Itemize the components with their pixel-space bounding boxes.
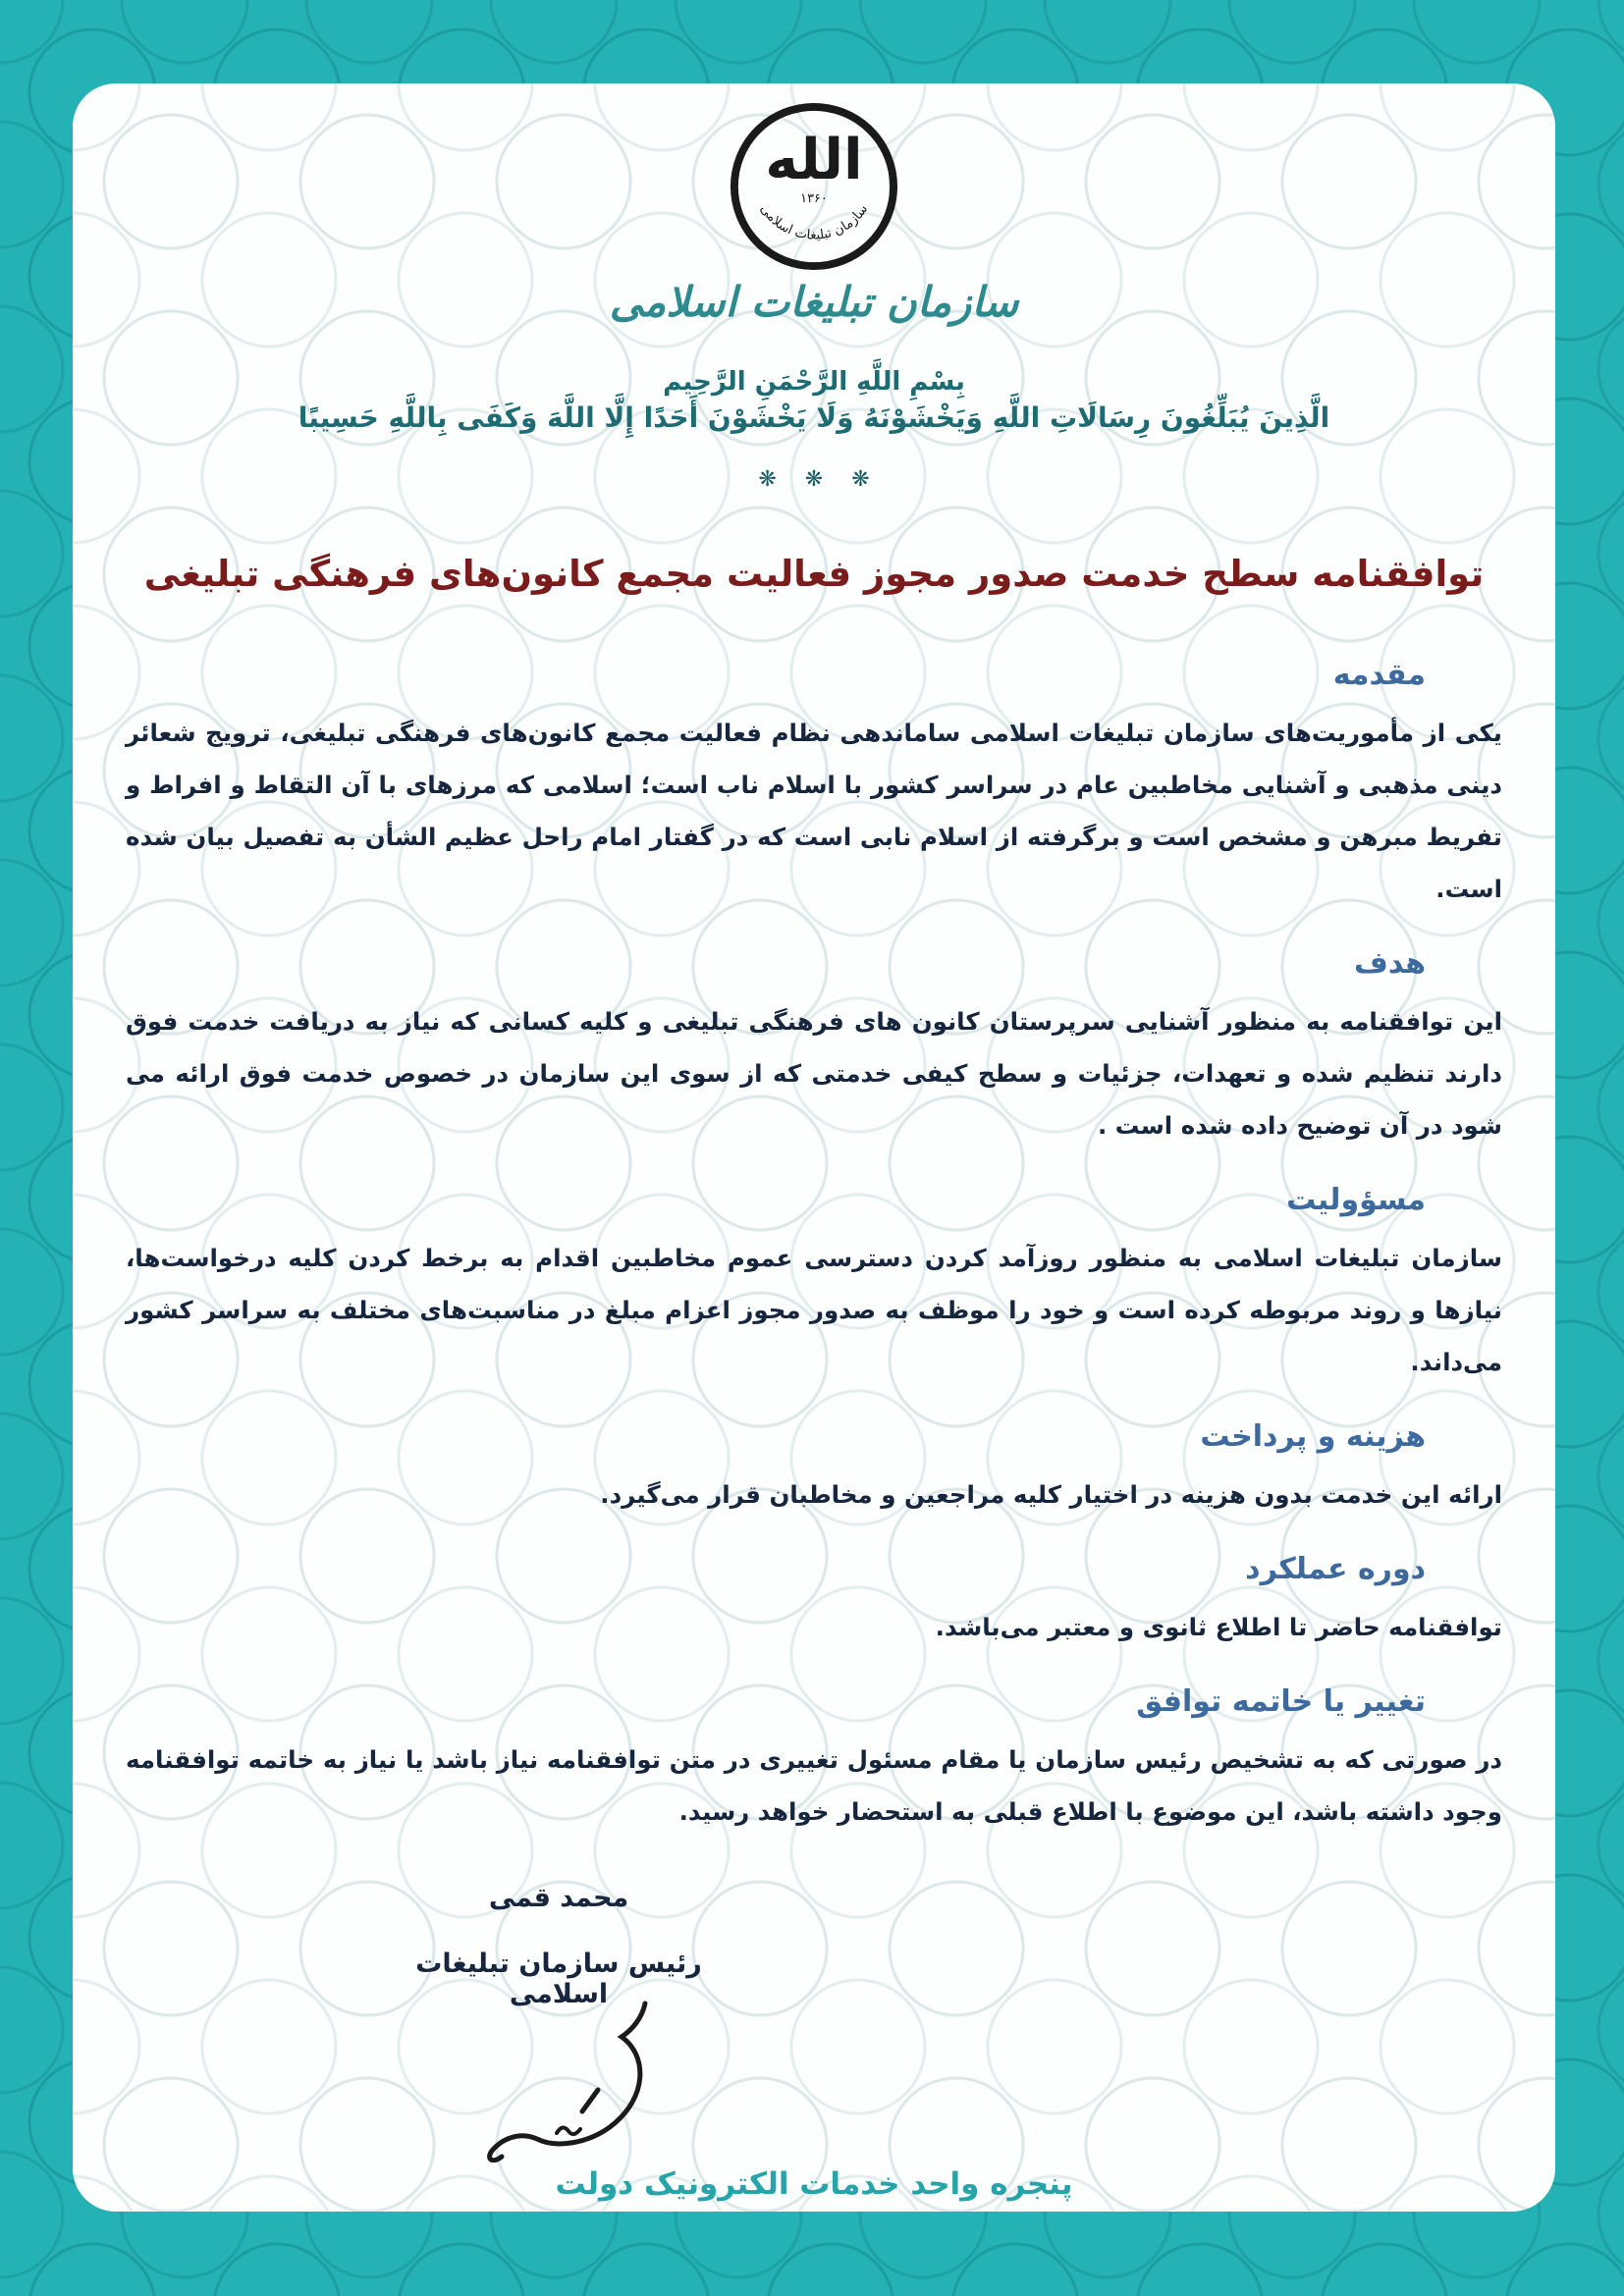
section-cost-payment xyxy=(126,1417,1502,1521)
emblem-year: ۱۳۶۰ xyxy=(800,190,828,206)
section-heading: تغییر یا خاتمه توافق xyxy=(1136,1684,1426,1719)
section-heading: هزینه و پرداخت xyxy=(1200,1419,1426,1454)
section-heading: دوره عملکرد xyxy=(1245,1552,1426,1586)
bismillah-text: بِسْمِ اللَّهِ الرَّحْمَنِ الرَّحِيم xyxy=(663,367,965,397)
document-title: توافقنامه سطح خدمت صدور مجوز فعالیت مجمع کانون‌های فرهنگی تبلیغی xyxy=(143,553,1485,595)
section-body: در صورتی که به تشخیص رئیس سازمان یا مقام مسئول تغییری در متن توافقنامه نیاز باشد یا نیاز به خاتمه توافقنامه وجود داشته باشد، این موضوع با اطلاع قبلی به استحضار خواهد رسید. xyxy=(126,1745,1502,1826)
section-body: یکی از مأموریت‌های سازمان تبلیغات اسلامی ساماندهی نظام فعالیت مجمع کانون‌های فرهنگی تبلیغی، ترویج شعائر دینی مذهبی و آشنایی مخاطبین عام در سراسر کشور با اسلام ناب است؛ اسلامی که مرزهای با آن التقاط و افراط و تفریط مبرهن و مشخص است و برگرفته از اسلام نابی است که در گفتار امام راحل عظیم الشأن به تفصیل بیان شده است. xyxy=(126,719,1502,903)
section-heading: مسؤولیت xyxy=(1286,1183,1426,1217)
section-goal xyxy=(126,944,1502,1151)
signatory-role: رئیس سازمان تبلیغات اسلامی xyxy=(415,1949,702,2009)
emblem-arc-text: سازمان تبلیغات اسلامی xyxy=(756,201,872,243)
emblem-arc-text-holder xyxy=(757,202,871,243)
document-sheet xyxy=(73,83,1555,2212)
section-performance-period xyxy=(126,1550,1502,1653)
section-heading: هدف xyxy=(1354,946,1426,981)
org-emblem-icon xyxy=(727,99,901,274)
signatory-name: محمد قمی xyxy=(488,1883,629,1913)
section-body: توافقنامه حاضر تا اطلاع ثانوی و معتبر می‌باشد. xyxy=(935,1613,1502,1641)
footer-text: پنجره واحد خدمات الکترونیک دولت xyxy=(555,2166,1073,2202)
handwritten-signature-icon xyxy=(480,1996,686,2163)
org-logo xyxy=(126,99,1502,326)
section-heading: مقدمه xyxy=(1332,658,1426,692)
emblem-allah-calligraphy: الله xyxy=(765,127,863,193)
sections-container xyxy=(126,656,1502,1838)
section-body: ارائه این خدمت بدون هزینه در اختیار کلیه مراجعین و مخاطبان قرار می‌گیرد. xyxy=(600,1480,1502,1509)
signature-block xyxy=(411,1883,706,2163)
org-calligraphy-signature: سازمان تبلیغات اسلامی xyxy=(609,278,1019,326)
section-introduction xyxy=(126,656,1502,915)
section-body: این توافقنامه به منظور آشنایی سرپرستان کانون های فرهنگی تبلیغی و کلیه کسانی که نیاز به دریافت خدمت فوق دارند تنظیم شده و تعهدات، جزئیات و سطح کیفی خدمتی که از سوی این سازمان در خصوص خدمت فوق ارائه می شود در آن توضیح داده شده است . xyxy=(126,1007,1502,1140)
quran-verse: الَّذِينَ يُبَلِّغُونَ رِسَالَاتِ اللَّهِ وَيَخْشَوْنَهُ وَلَا يَخْشَوْنَ أَحَدًا إِلَّا اللَّهَ وَكَفَى بِاللَّهِ حَسِيبًا xyxy=(298,401,1330,434)
ornament-divider: ❋ ❋ ❋ xyxy=(758,467,870,492)
section-responsibility xyxy=(126,1181,1502,1388)
section-change-termination xyxy=(126,1682,1502,1838)
section-body: سازمان تبلیغات اسلامی به منظور روزآمد کردن دسترسی عموم مخاطبین اقدام به برخط کردن کلیه درخواست‌ها، نیازها و روند مربوطه کرده است و خود را موظف به صدور مجوز اعزام مبلغ در مناسبت‌های مختلف به سراسر کشور می‌داند. xyxy=(126,1244,1502,1376)
